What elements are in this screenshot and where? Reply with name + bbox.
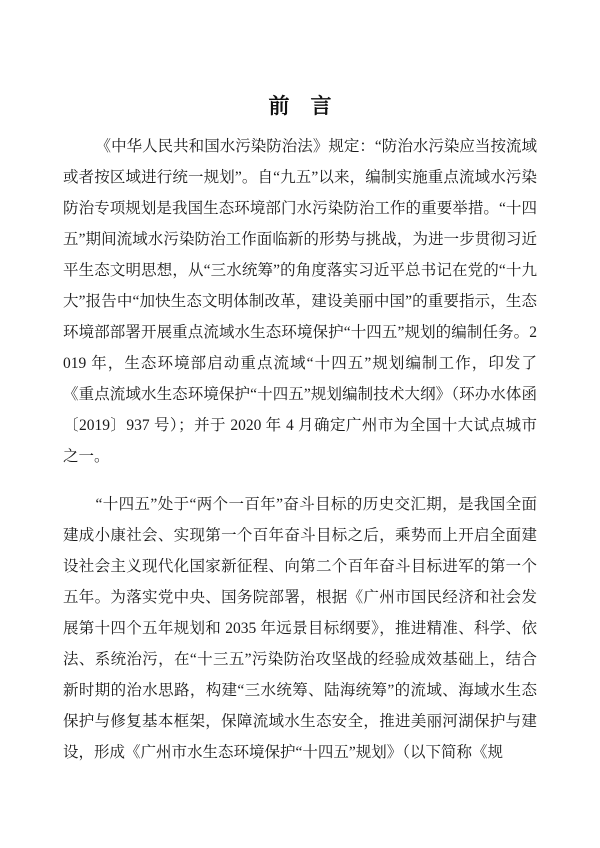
- paragraph-2: “十四五”处于“两个一百年”奋斗目标的历史交汇期，是我国全面建成小康社会、实现第一个百年奋斗目标之后，乘势而上开启全面建设社会主义现代化国家新征程、向第二个百年奋斗目标进军的第一个五年。为落实党中央、国务院部署，根据《广州市国民经济和社会发展第十四个五年规划和 2035 年远景目标纲要》，推进精准、科学、依法、系统治污，在“十三五”污染防治攻坚战的经验成效基础上，结合新时期的治水思路，构建“三水统筹、陆海统筹”的流域、海域水生态保护与修复基本框架，保障流域水生态安全，推进美丽河湖保护与建设，形成《广州市水生态环境保护“十四五”规划》（以下简称《规: [63, 496, 537, 761]
- page-title: 前 言: [268, 94, 332, 118]
- paragraph-1: 《中华人民共和国水污染防治法》规定：“防治水污染应当按流域或者按区域进行统一规划”。自“九五”以来，编制实施重点流域水污染防治专项规划是我国生态环境部门水污染防治工作的重要举措。“十四五”期间流域水污染防治工作面临新的形势与挑战，为进一步贯彻习近平生态文明思想，从“三水统筹”的角度落实习近平总书记在党的“十九大”报告中“加快生态文明体制改革，建设美丽中国”的重要指示，生态环境部部署开展重点流域水生态环境保护“十四五”规划的编制任务。2019 年，生态环境部启动重点流域“十四五”规划编制工作，印发了《重点流域水生态环境保护“十四五”规划编制技术大纲》（环办水体函〔2019〕937 号）；并于 2020 年 4 月确定广州市为全国十大试点城市之一。: [63, 138, 537, 465]
